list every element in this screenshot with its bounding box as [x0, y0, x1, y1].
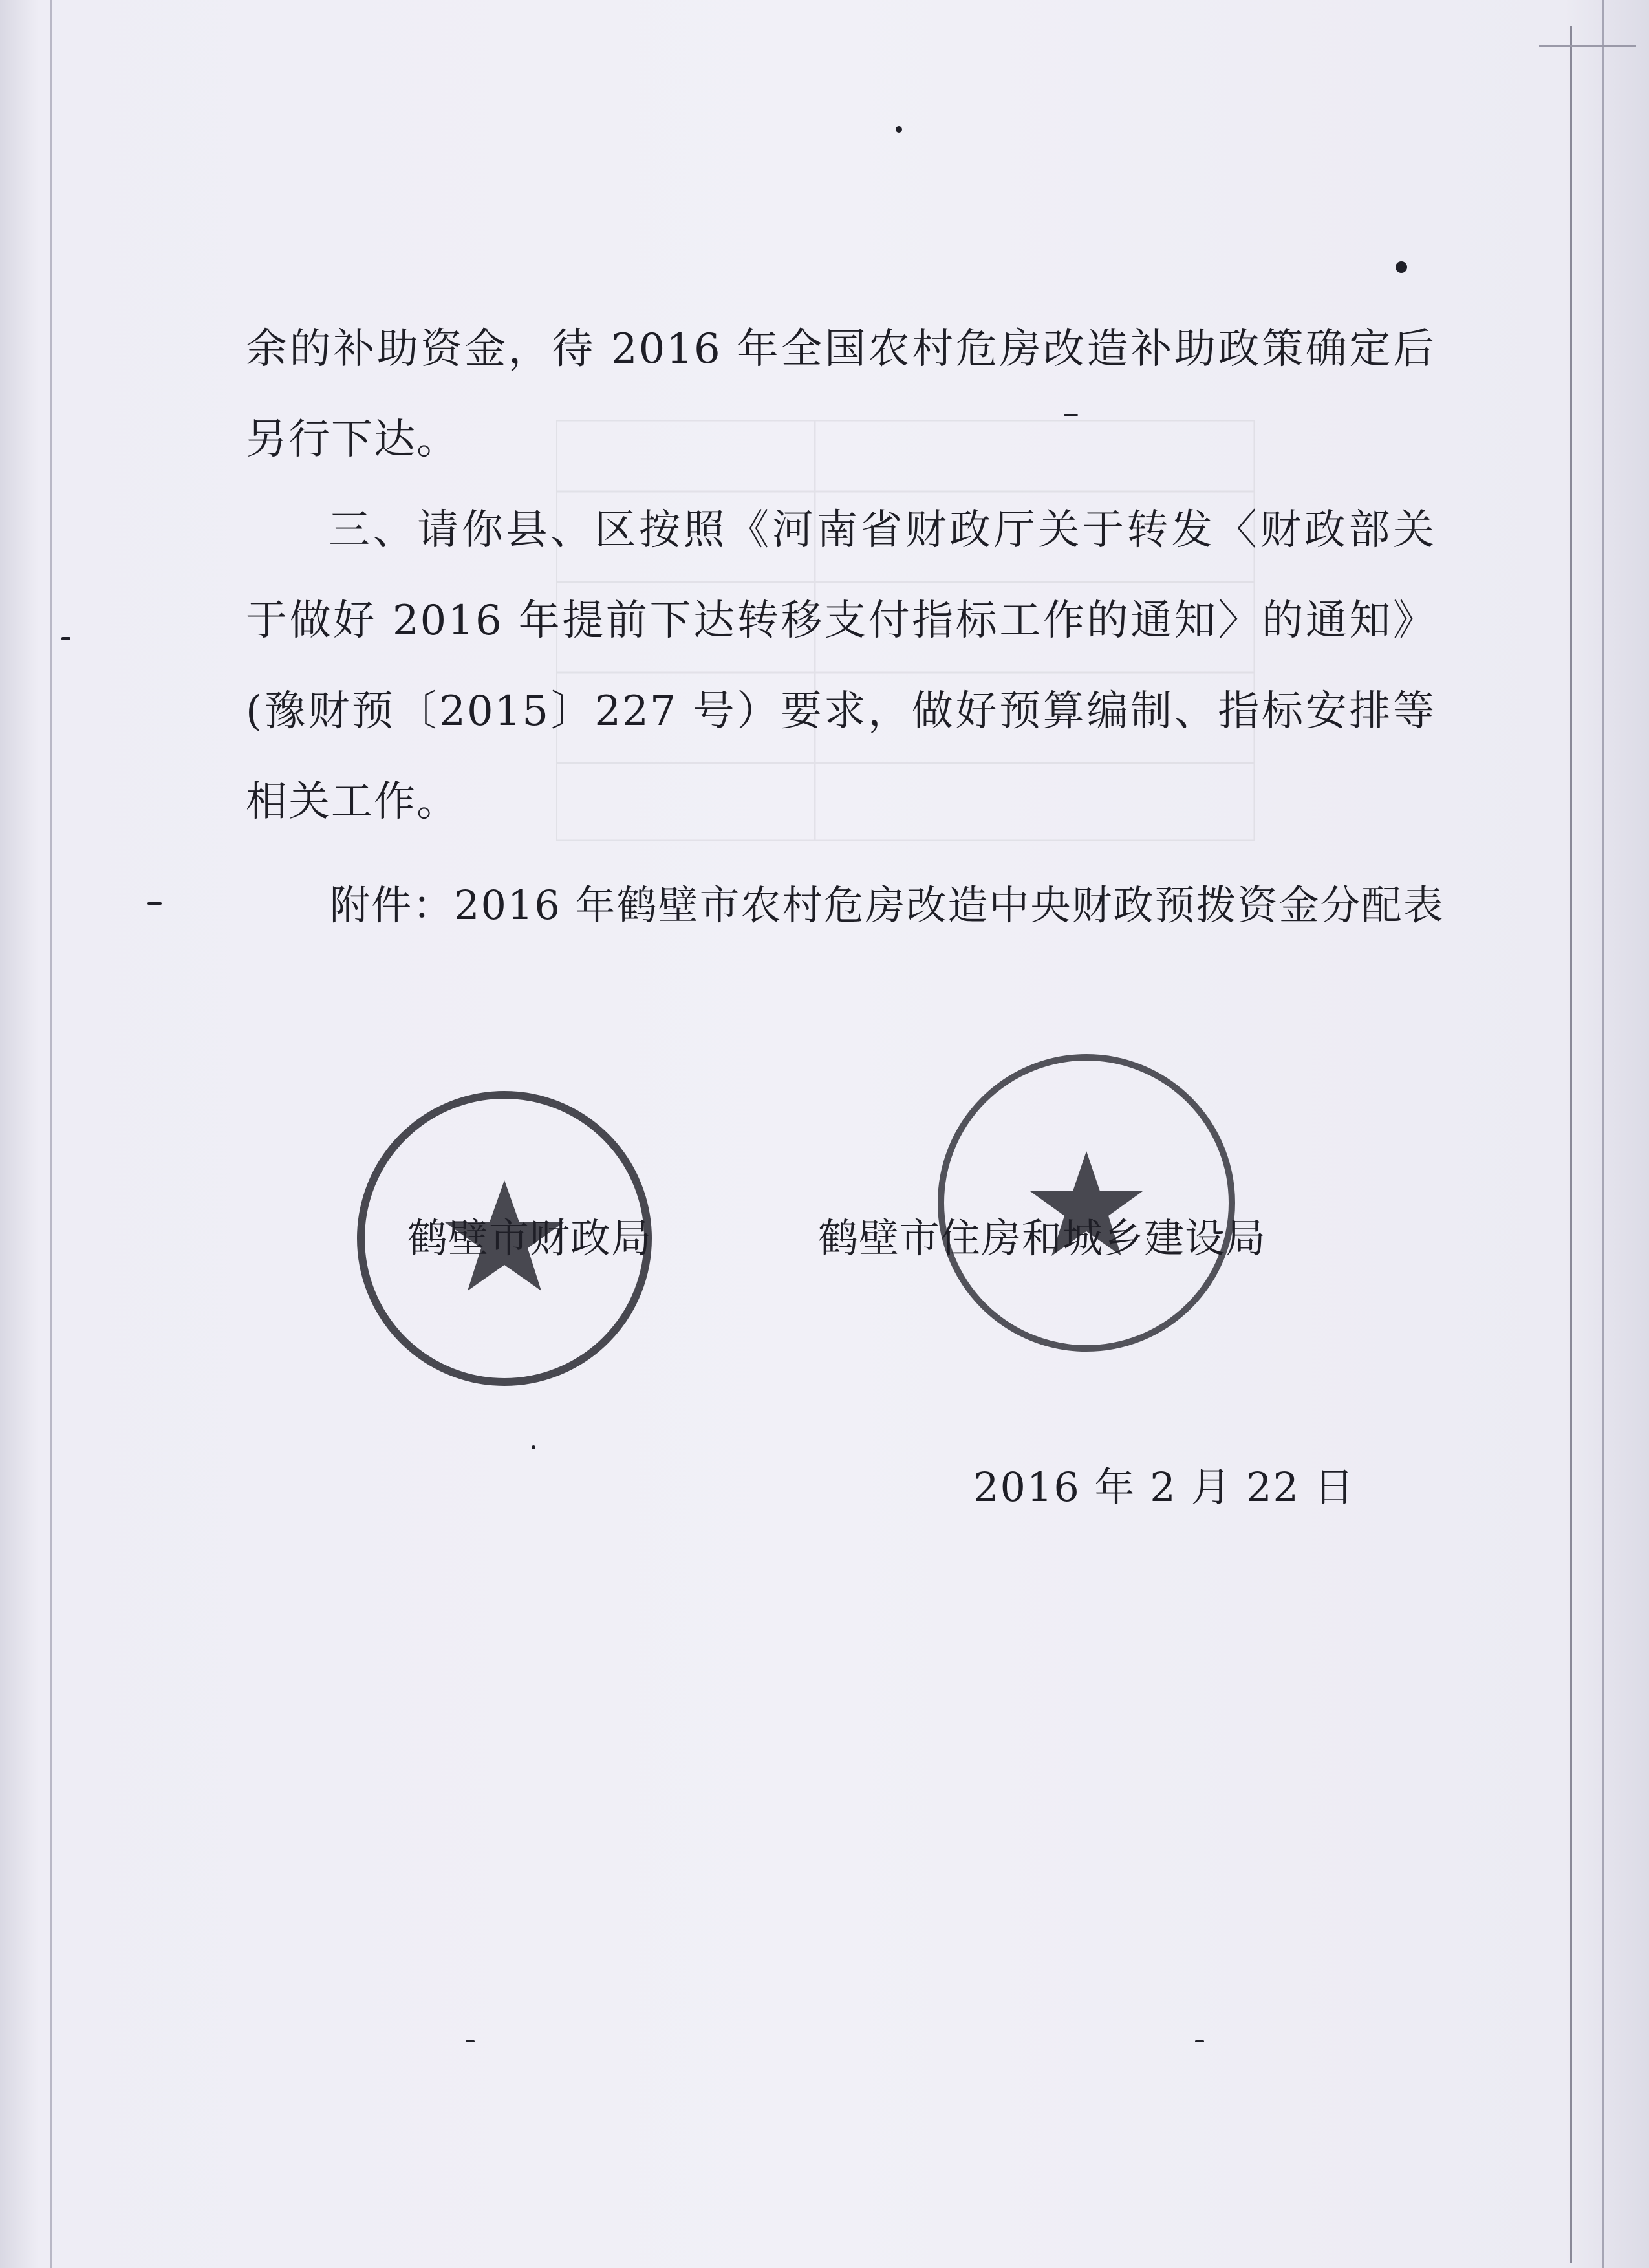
signatory-finance-bureau: 鹤壁市财政局 [407, 1215, 652, 1262]
paragraph-continuation: 余的补助资金，待 2016 年全国农村危房改造补助政策确定后另行下达。 [246, 325, 1436, 464]
page-corner-rule [1539, 45, 1636, 47]
paragraph-three: 三、请你县、区按照《河南省财政厅关于转发〈财政部关于做好 2016 年提前下达转移支付指标工作的通知〉的通知》(豫财预〔2015〕227 号）要求，做好预算编制、指标安排等相关工作。 [246, 506, 1436, 826]
page-edge-right [1570, 26, 1572, 2263]
scan-speck [896, 126, 902, 133]
scan-speck [1396, 261, 1407, 273]
attachment-line: 附件：2016 年鹤壁市农村危房改造中央财政预拨资金分配表 [330, 881, 1445, 929]
page-edge-left [50, 0, 52, 2268]
scan-speck [1195, 2040, 1204, 2042]
scan-speck [147, 902, 162, 905]
scan-speck [532, 1445, 535, 1449]
scan-speck [466, 2040, 475, 2042]
body-text [246, 304, 1436, 847]
scan-speck [1064, 414, 1078, 416]
signatory-housing-bureau: 鹤壁市住房和城乡建设局 [818, 1215, 1267, 1262]
housing-bureau-seal [931, 1048, 1242, 1358]
scan-speck [61, 637, 70, 640]
page-edge-far-right [1602, 0, 1604, 2268]
issue-date: 2016 年 2 月 22 日 [973, 1463, 1355, 1511]
